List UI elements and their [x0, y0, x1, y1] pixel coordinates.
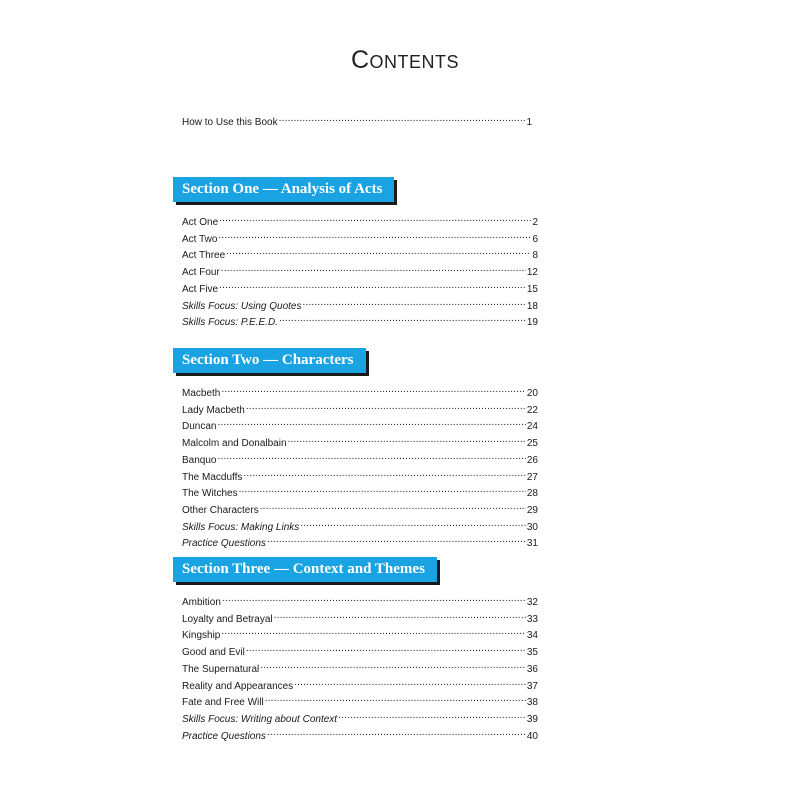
leader-dots — [226, 246, 531, 258]
toc-entry[interactable] — [182, 710, 538, 727]
toc-entry[interactable] — [182, 693, 538, 710]
leader-dots — [279, 113, 526, 125]
entry-page: 28 — [526, 488, 538, 500]
toc-entry[interactable] — [182, 484, 538, 501]
entry-label: Skills Focus: Writing about Context — [182, 713, 338, 725]
entry-label: Act Three — [182, 250, 226, 262]
page-title: Contents — [350, 46, 460, 74]
entry-label: Ambition — [182, 597, 221, 608]
leader-dots — [217, 451, 525, 463]
entry-page: 39 — [526, 713, 538, 725]
toc-list — [182, 213, 538, 330]
entry-label: Lady Macbeth — [182, 404, 245, 416]
toc-entry[interactable] — [182, 610, 538, 627]
leader-dots — [303, 297, 526, 309]
leader-dots — [279, 313, 526, 325]
entry-page: 31 — [526, 538, 538, 550]
leader-dots — [222, 593, 526, 605]
entry-page: 35 — [526, 647, 538, 659]
entry-label: Good and Evil — [182, 647, 245, 659]
toc-entry[interactable] — [182, 727, 538, 744]
leader-dots — [221, 626, 526, 638]
entry-page: 36 — [526, 663, 538, 675]
leader-dots — [294, 677, 526, 689]
leader-dots — [288, 434, 526, 446]
entry-page: 8 — [532, 250, 538, 262]
toc-entry[interactable] — [182, 643, 538, 660]
toc-entry[interactable] — [182, 660, 538, 677]
entry-page: 32 — [526, 597, 538, 608]
leader-dots — [274, 610, 526, 622]
entry-label: Act One — [182, 217, 219, 228]
entry-page: 12 — [526, 267, 538, 279]
toc-entry[interactable] — [182, 593, 538, 610]
toc-entry[interactable] — [182, 213, 538, 230]
entry-label: Act Four — [182, 267, 220, 279]
entry-label: Duncan — [182, 421, 217, 433]
leader-dots — [239, 484, 526, 496]
entry-label: Act Two — [182, 233, 218, 245]
entry-label: Banquo — [182, 454, 217, 466]
toc-entry[interactable] — [182, 518, 538, 535]
entry-label: Skills Focus: Using Quotes — [182, 300, 302, 312]
toc-entry[interactable] — [182, 501, 538, 518]
entry-page: 2 — [532, 217, 538, 228]
toc-entry[interactable] — [182, 677, 538, 694]
entry-page: 30 — [526, 521, 538, 533]
section-one — [173, 177, 538, 330]
toc-list — [182, 384, 538, 551]
leader-dots — [338, 710, 526, 722]
toc-entry[interactable] — [182, 297, 538, 314]
intro-entry[interactable] — [182, 113, 532, 130]
leader-dots — [265, 693, 526, 705]
entry-label: The Witches — [182, 488, 238, 500]
toc-entry[interactable] — [182, 230, 538, 247]
toc-entry[interactable] — [182, 246, 538, 263]
leader-dots — [300, 518, 526, 530]
leader-dots — [267, 534, 526, 546]
entry-page: 34 — [526, 630, 538, 642]
leader-dots — [219, 213, 531, 225]
leader-dots — [267, 727, 526, 739]
entry-label: Other Characters — [182, 504, 259, 516]
leader-dots — [243, 468, 525, 480]
entry-page: 37 — [526, 680, 538, 692]
entry-label: Fate and Free Will — [182, 697, 264, 709]
entry-label: Practice Questions — [182, 538, 266, 550]
section-header: Section Three — Context and Themes — [173, 557, 437, 582]
entry-page: 25 — [526, 438, 538, 450]
toc-entry[interactable] — [182, 384, 538, 401]
entry-page: 27 — [526, 471, 538, 483]
toc-entry[interactable] — [182, 417, 538, 434]
toc-entry[interactable] — [182, 434, 538, 451]
section-two — [173, 348, 538, 551]
toc-entry[interactable] — [182, 451, 538, 468]
entry-page: 26 — [526, 454, 538, 466]
toc-entry[interactable] — [182, 626, 538, 643]
entry-label: Loyalty and Betrayal — [182, 613, 273, 625]
entry-page: 19 — [526, 317, 538, 329]
leader-dots — [221, 384, 526, 396]
section-header: Section Two — Characters — [173, 348, 366, 373]
entry-page: 40 — [526, 730, 538, 742]
entry-page: 22 — [526, 404, 538, 416]
toc-entry[interactable] — [182, 534, 538, 551]
leader-dots — [246, 401, 526, 413]
section-three — [173, 557, 538, 743]
entry-page: 6 — [532, 233, 538, 245]
leader-dots — [217, 417, 525, 429]
leader-dots — [219, 280, 526, 292]
entry-label: The Macduffs — [182, 471, 243, 483]
entry-label: Skills Focus: P.E.E.D. — [182, 317, 278, 329]
toc-entry[interactable] — [182, 280, 538, 297]
entry-label: Macbeth — [182, 388, 221, 399]
entry-page: 29 — [526, 504, 538, 516]
entry-label: Skills Focus: Making Links — [182, 521, 300, 533]
entry-page: 38 — [526, 697, 538, 709]
leader-dots — [218, 230, 531, 242]
entry-label: How to Use this Book — [182, 117, 278, 128]
toc-entry[interactable] — [182, 468, 538, 485]
entry-label: Kingship — [182, 630, 221, 642]
entry-page: 20 — [526, 388, 538, 399]
leader-dots — [260, 501, 526, 513]
entry-label: Practice Questions — [182, 730, 266, 742]
entry-label: Malcolm and Donalbain — [182, 438, 287, 450]
toc-entry[interactable] — [182, 313, 538, 330]
leader-dots — [260, 660, 526, 672]
leader-dots — [246, 643, 526, 655]
toc-entry[interactable] — [182, 401, 538, 418]
entry-page: 18 — [526, 300, 538, 312]
toc-entry[interactable] — [182, 263, 538, 280]
entry-label: Act Five — [182, 283, 219, 295]
entry-label: The Supernatural — [182, 663, 260, 675]
entry-page: 15 — [526, 283, 538, 295]
section-header: Section One — Analysis of Acts — [173, 177, 394, 202]
entry-page: 1 — [526, 117, 532, 128]
toc-list — [182, 593, 538, 743]
entry-page: 33 — [526, 613, 538, 625]
entry-page: 24 — [526, 421, 538, 433]
entry-label: Reality and Appearances — [182, 680, 294, 692]
leader-dots — [221, 263, 526, 275]
